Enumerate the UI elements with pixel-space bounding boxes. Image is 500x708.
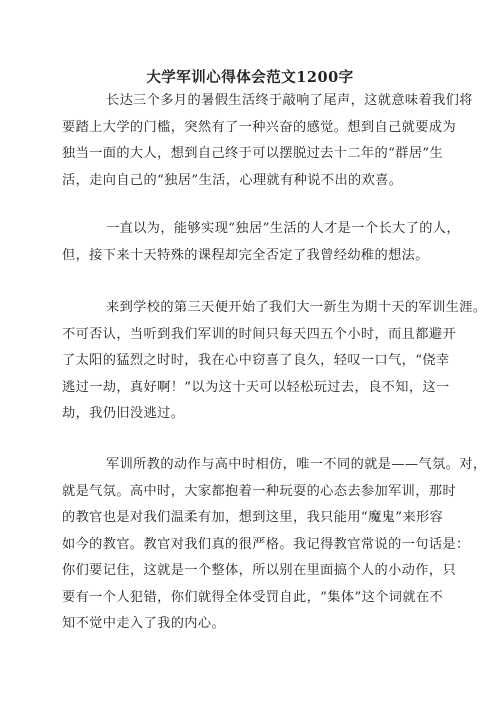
paragraph-line: 劫，我仍旧没逃过。 xyxy=(62,406,185,421)
paragraph-3 xyxy=(62,295,487,428)
paragraph-1 xyxy=(62,88,473,194)
paragraph-2 xyxy=(62,216,462,269)
paragraph-line: 一直以为，能够实现“独居”生活的人才是一个长大了的人， xyxy=(106,221,460,236)
paragraph-line: 来到学校的第三天便开始了我们大一新生为期十天的军训生涯。 xyxy=(106,300,487,315)
paragraph-line: 了太阳的猛烈之时时，我在心中窃喜了良久，轻叹一口气，“侥幸 xyxy=(62,353,450,368)
paragraph-line: 如今的教官。教官对我们真的很严格。我记得教官常说的一句话是： xyxy=(62,536,470,552)
paragraph-line: 但，接下来十天特殊的课程却完全否定了我曾经幼稚的想法。 xyxy=(62,247,429,263)
paragraph-line: 就是气氛。高中时，大家都抱着一种玩耍的心态去参加军训，那时 xyxy=(62,483,457,499)
paragraph-line: 的教官也是对我们温柔有加，想到这里，我只能用“魔鬼”来形容 xyxy=(62,510,444,525)
document-title: 大学军训心得体会范文1200字 xyxy=(146,69,354,86)
paragraph-line: 逃过一劫，真好啊！”以为这十天可以轻松玩过去，良不知，这一 xyxy=(62,379,450,395)
paragraph-4 xyxy=(62,452,487,638)
paragraph-line: 不可否认，当听到我们军训的时间只每天四五个小时，而且都避开 xyxy=(62,326,457,342)
paragraph-line: 要踏上大学的门槛，突然有了一种兴奋的感觉。想到自己就要成为 xyxy=(62,119,457,135)
paragraph-line: 知不觉中走入了我的内心。 xyxy=(62,616,226,631)
paragraph-line: 活，走向自己的“独居”生活，心理就有种说不出的欢喜。 xyxy=(62,172,403,188)
paragraph-line: 军训所教的动作与高中时相仿，唯一不同的就是——气氛。对， xyxy=(106,457,487,472)
paragraph-line: 独当一面的大人，想到自己终于可以摆脱过去十二年的“群居”生 xyxy=(62,146,444,161)
paragraph-line: 长达三个多月的暑假生活终于敲响了尾声，这就意味着我们将 xyxy=(106,93,473,108)
paragraph-line: 要有一个人犯错，你们就得全体受罚自此，“集体”这个词就在不 xyxy=(62,589,444,605)
paragraph-line: 你们要记住，这就是一个整体，所以别在里面搞个人的小动作，只 xyxy=(62,563,457,578)
